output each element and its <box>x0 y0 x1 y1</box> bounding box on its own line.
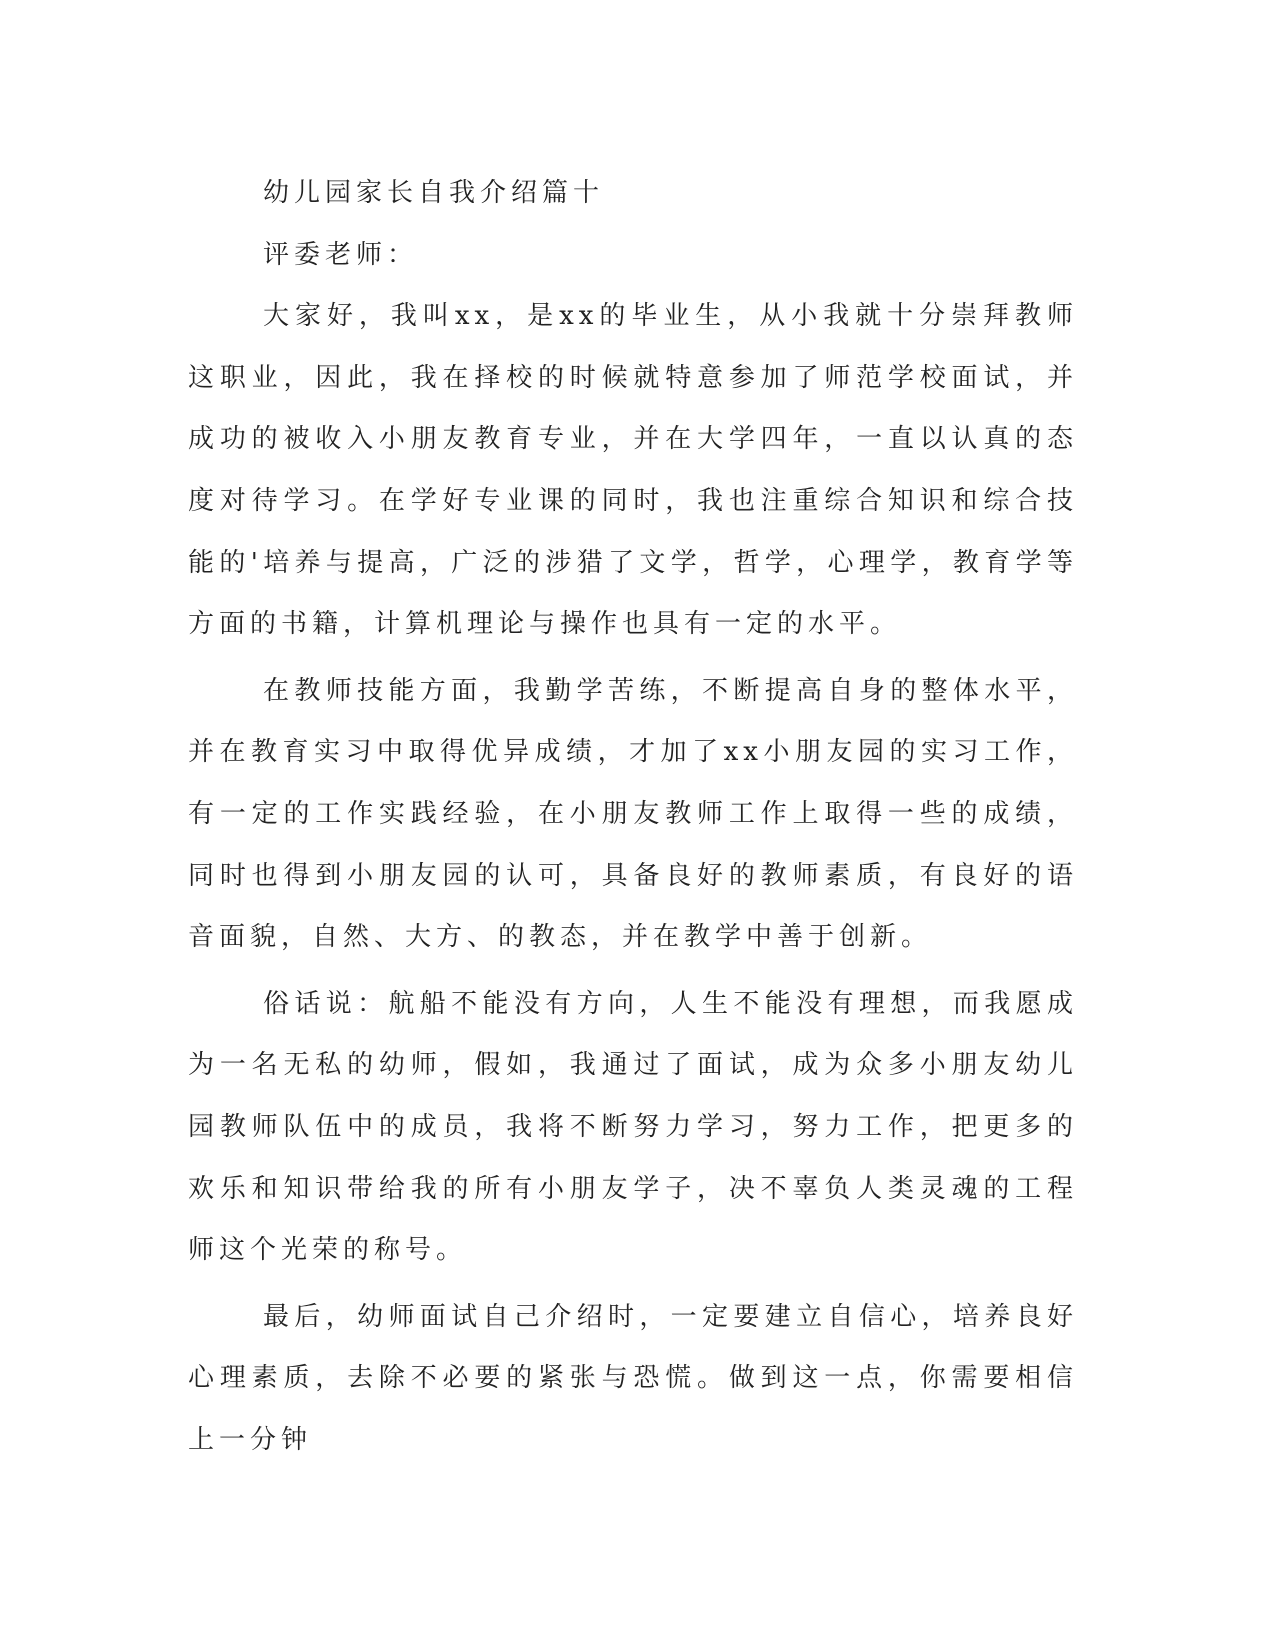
paragraph-intro: 大家好，我叫xx，是xx的毕业生，从小我就十分崇拜教师这职业，因此，我在择校的时候就特意参加了师范学校面试，并成功的被收入小朋友教育专业，并在大学四年，一直以认真的态度对待学习。在学好专业课的同时，我也注重综合知识和综合技能的'培养与提高，广泛的涉猎了文学，哲学，心理学，教育学等方面的书籍，计算机理论与操作也具有一定的水平。 <box>188 301 1078 640</box>
paragraph-skills: 在教师技能方面，我勤学苦练，不断提高自身的整体水平，并在教育实习中取得优异成绩，才加了xx小朋友园的实习工作，有一定的工作实践经验，在小朋友教师工作上取得一些的成绩，同时也得到小朋友园的认可，具备良好的教师素质，有良好的语音面貌，自然、大方、的教态，并在教学中善于创新。 <box>188 675 1078 953</box>
paragraph-conclusion: 最后，幼师面试自己介绍时，一定要建立自信心，培养良好心理素质，去除不必要的紧张与恐慌。做到这一点，你需要相信上一分钟 <box>188 1301 1078 1455</box>
salutation: 评委老师： <box>263 239 419 270</box>
paragraph-aspiration: 俗话说：航船不能没有方向，人生不能没有理想，而我愿成为一名无私的幼师，假如，我通过了面试，成为众多小朋友幼儿园教师队伍中的成员，我将不断努力学习，努力工作，把更多的欢乐和知识带给我的所有小朋友学子，决不辜负人类灵魂的工程师这个光荣的称号。 <box>188 988 1078 1266</box>
document-title: 幼儿园家长自我介绍篇十 <box>263 178 605 208</box>
document-body <box>188 163 1078 1471</box>
